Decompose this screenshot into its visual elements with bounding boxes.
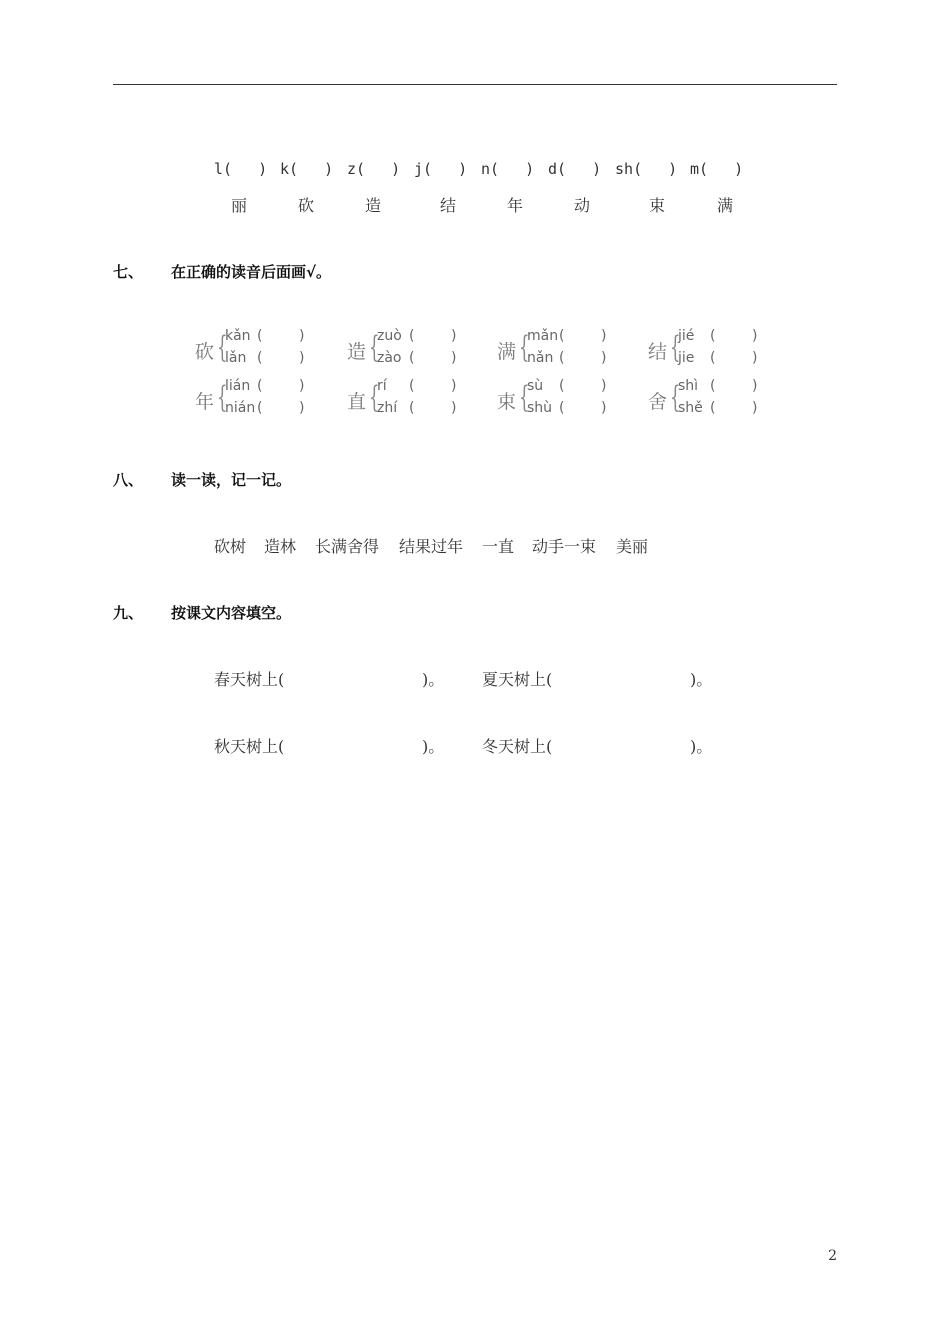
brace-icon: { (519, 380, 530, 415)
initial-letter: m (690, 160, 700, 178)
pinyin-option-b: lǎn (225, 350, 247, 366)
pinyin-option-a: rí (377, 378, 387, 394)
fill-suffix: )。 (422, 670, 445, 689)
pinyin-option-b: shě (678, 400, 703, 416)
paren-open: ( (423, 160, 433, 178)
brace-icon: { (217, 380, 228, 415)
paren-open: ( (490, 160, 500, 178)
pinyin-option-b: shù (527, 400, 553, 416)
char-item: 丽 (231, 196, 248, 215)
check-box-close-b: ) (752, 350, 758, 366)
brace-icon: { (369, 330, 380, 365)
vocab-word: 砍树 (214, 537, 247, 556)
fill-prefix: 冬天树上( (482, 737, 553, 756)
char-item: 砍 (298, 196, 315, 215)
vocab-word: 一直 (482, 537, 515, 556)
fill-suffix: )。 (690, 670, 713, 689)
initial-blank[interactable] (548, 160, 601, 178)
check-box-close-a: ) (299, 328, 305, 344)
paren-open: ( (633, 160, 643, 178)
initial-letter: sh (615, 160, 634, 178)
check-box-open-a[interactable]: ( (409, 328, 415, 344)
initial-blank[interactable] (615, 160, 677, 178)
check-box-open-b[interactable]: ( (710, 350, 716, 366)
vocab-word: 结果过年 (399, 537, 464, 556)
section7-title: 在正确的读音后面画√。 (171, 263, 332, 281)
section9-title: 按课文内容填空。 (171, 604, 292, 622)
check-box-open-b[interactable]: ( (257, 400, 263, 416)
check-box-close-b: ) (451, 350, 457, 366)
fill-suffix: )。 (690, 737, 713, 756)
vocab-word: 长满舍得 (315, 537, 380, 556)
pinyin-choice (497, 328, 647, 368)
initial-blank[interactable] (214, 160, 267, 178)
paren-close: ) (734, 160, 744, 178)
check-box-open-b[interactable]: ( (409, 400, 415, 416)
initial-letter: j (414, 160, 424, 178)
initial-blank[interactable] (347, 160, 400, 178)
initial-letter: n (481, 160, 491, 178)
pinyin-choice (648, 378, 798, 418)
pinyin-option-b: jie (678, 350, 695, 366)
check-box-close-a: ) (601, 378, 607, 394)
check-box-open-a[interactable]: ( (710, 378, 716, 394)
check-box-open-a[interactable]: ( (257, 328, 263, 344)
paren-open: ( (289, 160, 299, 178)
pinyin-option-b: zào (377, 350, 402, 366)
check-box-open-a[interactable]: ( (559, 328, 565, 344)
pinyin-char: 结 (648, 341, 668, 363)
brace-icon: { (369, 380, 380, 415)
pinyin-char: 舍 (648, 391, 668, 413)
pinyin-choice (497, 378, 647, 418)
pinyin-option-a: sù (527, 378, 544, 394)
pinyin-option-b: nián (225, 400, 256, 416)
check-box-close-b: ) (601, 350, 607, 366)
brace-icon: { (670, 330, 681, 365)
check-box-close-a: ) (299, 378, 305, 394)
check-box-close-a: ) (752, 328, 758, 344)
page-number: 2 (828, 1248, 837, 1264)
check-box-open-b[interactable]: ( (257, 350, 263, 366)
fill-blank-input[interactable] (560, 734, 688, 754)
check-box-close-b: ) (299, 400, 305, 416)
pinyin-char: 砍 (195, 341, 215, 363)
section7-number: 七、 (113, 263, 144, 281)
section8-number: 八、 (113, 471, 144, 489)
check-box-open-b[interactable]: ( (559, 400, 565, 416)
section8-title: 读一读，记一记。 (171, 471, 292, 489)
char-item: 年 (507, 196, 524, 215)
pinyin-option-a: zuò (377, 328, 402, 344)
paren-open: ( (557, 160, 567, 178)
pinyin-char: 直 (347, 391, 367, 413)
vocab-word: 美丽 (616, 537, 649, 556)
initial-blank[interactable] (280, 160, 333, 178)
pinyin-option-a: lián (225, 378, 251, 394)
pinyin-option-b: nǎn (527, 350, 554, 366)
check-box-open-b[interactable]: ( (710, 400, 716, 416)
pinyin-char: 造 (347, 341, 367, 363)
check-box-open-b[interactable]: ( (559, 350, 565, 366)
char-item: 动 (574, 196, 591, 215)
brace-icon: { (217, 330, 228, 365)
check-box-close-a: ) (451, 378, 457, 394)
pinyin-choice (347, 328, 497, 368)
char-item: 满 (717, 196, 734, 215)
vocab-word: 造林 (264, 537, 297, 556)
fill-prefix: 秋天树上( (214, 737, 285, 756)
pinyin-choice (195, 328, 345, 368)
paren-close: ) (525, 160, 535, 178)
fill-blank-input[interactable] (292, 734, 420, 754)
pinyin-option-a: shì (678, 378, 699, 394)
initial-blank[interactable] (481, 160, 534, 178)
initial-letter: z (347, 160, 357, 178)
check-box-open-a[interactable]: ( (710, 328, 716, 344)
check-box-open-a[interactable]: ( (257, 378, 263, 394)
brace-icon: { (670, 380, 681, 415)
check-box-close-a: ) (451, 328, 457, 344)
char-item: 束 (649, 196, 666, 215)
initial-letter: l (214, 160, 224, 178)
paren-close: ) (258, 160, 268, 178)
section9-number: 九、 (113, 604, 144, 622)
initial-letter: d (548, 160, 558, 178)
pinyin-option-a: kǎn (225, 328, 251, 344)
check-box-close-a: ) (601, 328, 607, 344)
vocab-word: 动手一束 (532, 537, 597, 556)
pinyin-option-a: mǎn (527, 328, 559, 344)
check-box-open-a[interactable]: ( (409, 378, 415, 394)
paren-close: ) (391, 160, 401, 178)
fill-blank-input[interactable] (560, 667, 688, 687)
pinyin-char: 满 (497, 341, 517, 363)
initial-blank[interactable] (690, 160, 743, 178)
pinyin-choice (648, 328, 798, 368)
char-item: 造 (365, 196, 382, 215)
check-box-close-b: ) (601, 400, 607, 416)
paren-open: ( (356, 160, 366, 178)
check-box-close-a: ) (752, 378, 758, 394)
pinyin-char: 年 (195, 391, 215, 413)
pinyin-choice (195, 378, 345, 418)
check-box-close-b: ) (752, 400, 758, 416)
fill-prefix: 夏天树上( (482, 670, 553, 689)
check-box-open-a[interactable]: ( (559, 378, 565, 394)
initial-blank[interactable] (414, 160, 467, 178)
check-box-close-b: ) (451, 400, 457, 416)
pinyin-option-a: jié (678, 328, 695, 344)
pinyin-option-b: zhí (377, 400, 398, 416)
check-box-close-b: ) (299, 350, 305, 366)
paren-close: ) (458, 160, 468, 178)
header-rule (113, 84, 837, 85)
check-box-open-b[interactable]: ( (409, 350, 415, 366)
paren-close: ) (668, 160, 678, 178)
fill-blank-input[interactable] (292, 667, 420, 687)
paren-close: ) (324, 160, 334, 178)
initial-letter: k (280, 160, 290, 178)
pinyin-choice (347, 378, 497, 418)
fill-suffix: )。 (422, 737, 445, 756)
brace-icon: { (519, 330, 530, 365)
paren-open: ( (699, 160, 709, 178)
fill-prefix: 春天树上( (214, 670, 285, 689)
pinyin-char: 束 (497, 391, 517, 413)
char-item: 结 (440, 196, 457, 215)
paren-open: ( (223, 160, 233, 178)
paren-close: ) (592, 160, 602, 178)
